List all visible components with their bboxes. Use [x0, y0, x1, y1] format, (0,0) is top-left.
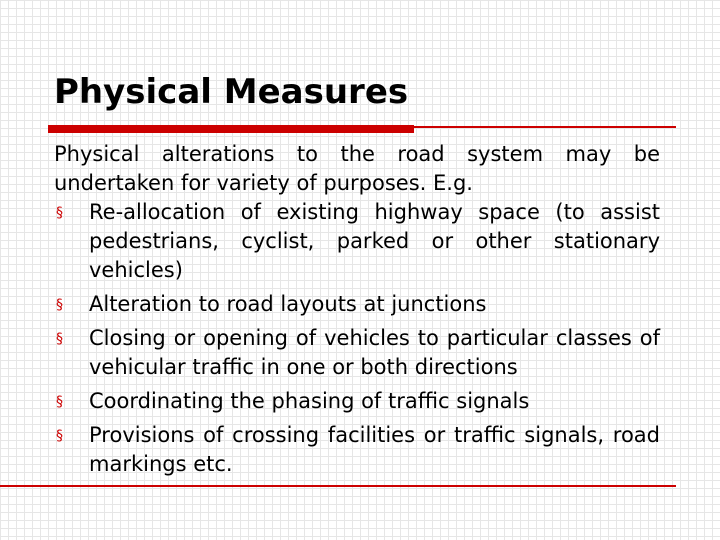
title-underline-accent	[48, 125, 414, 133]
bullet-item	[54, 387, 660, 416]
section-sign-icon: §	[56, 331, 63, 347]
bullet-text: Alteration to road layouts at junctions	[89, 292, 487, 316]
title-underline-rule	[414, 126, 676, 128]
section-sign-icon: §	[56, 297, 63, 313]
section-sign-icon: §	[56, 394, 63, 410]
bottom-rule	[0, 485, 676, 487]
bullet-text: Coordinating the phasing of traffic signals	[89, 389, 530, 413]
intro-paragraph: Physical alterations to the road system may be undertaken for variety of purposes. E.g.	[54, 142, 660, 195]
slide-body	[54, 140, 660, 479]
slide-title: Physical Measures	[54, 72, 409, 112]
bullet-item	[54, 290, 660, 319]
bullet-item	[54, 421, 660, 479]
section-sign-icon: §	[56, 428, 63, 444]
bullet-text: Re-allocation of existing highway space (to assist pedestrians, cyclist, parked or other stationary vehicles)	[89, 200, 660, 282]
bullet-item	[54, 324, 660, 382]
bullet-list	[54, 198, 660, 479]
bullet-text: Provisions of crossing facilities or traffic signals, road markings etc.	[89, 423, 660, 476]
bullet-item	[54, 198, 660, 285]
bullet-text: Closing or opening of vehicles to particular classes of vehicular traffic in one or both directions	[89, 326, 660, 379]
section-sign-icon: §	[56, 205, 63, 221]
